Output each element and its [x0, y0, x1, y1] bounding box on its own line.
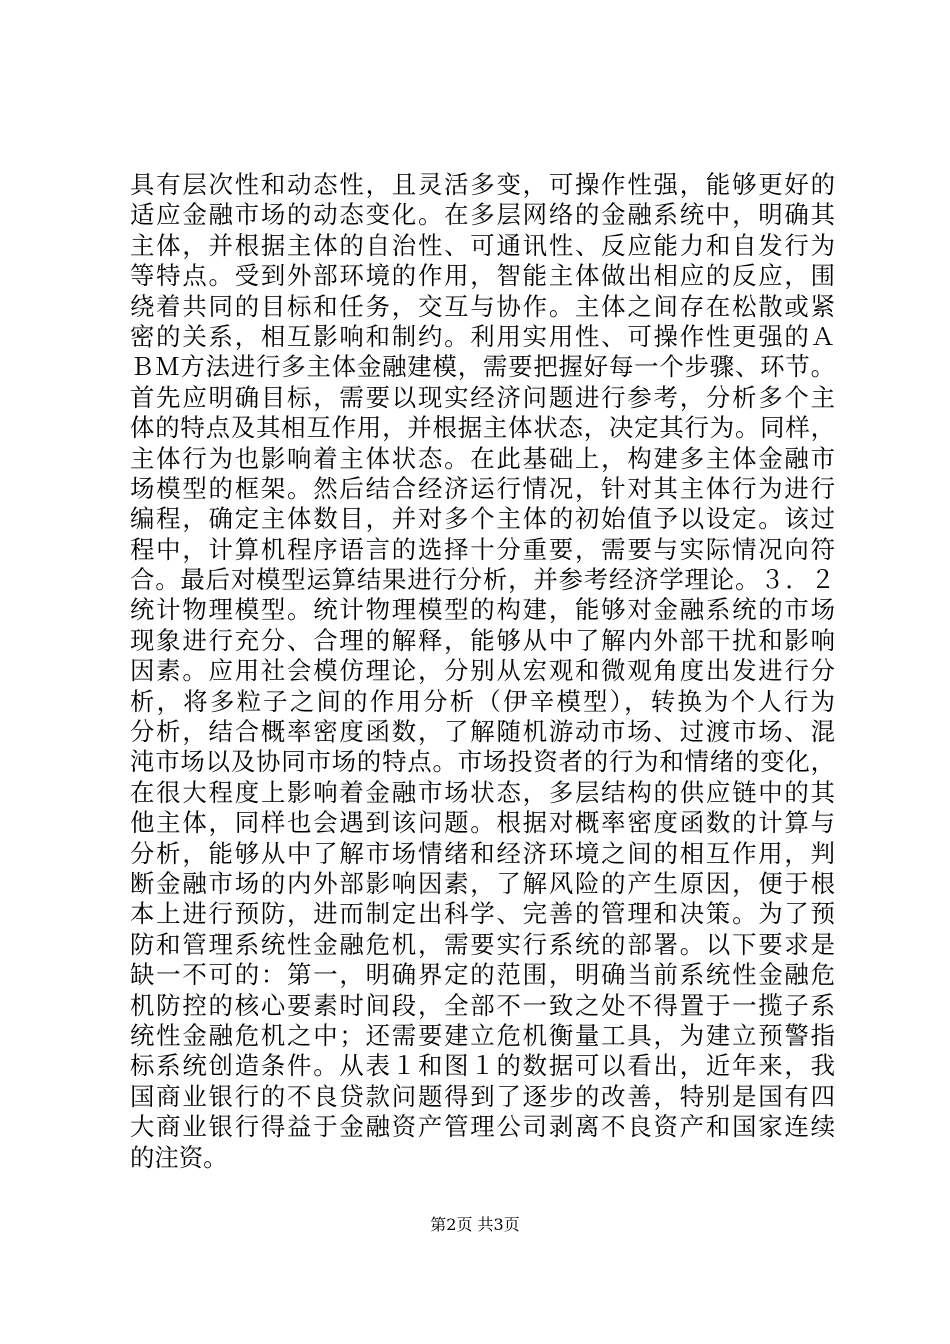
text-line: 分析，能够从中了解市场情绪和经济环境之间的相互作用，判 [130, 838, 835, 868]
text-line: 防和管理系统性金融危机，需要实行系统的部署。以下要求是 [130, 929, 835, 959]
text-line: 机防控的核心要素时间段，全部不一致之处不得置于一揽子系 [130, 990, 835, 1020]
text-line: 分析，结合概率密度函数，了解随机游动市场、过渡市场、混 [130, 717, 835, 747]
text-line: 体的特点及其相互作用，并根据主体状态，决定其行为。同样， [130, 413, 835, 443]
text-line: 析，将多粒子之间的作用分析（伊辛模型），转换为个人行为 [130, 686, 835, 716]
text-line: 在很大程度上影响着金融市场状态，多层结构的供应链中的其 [130, 777, 835, 807]
text-line: 具有层次性和动态性，且灵活多变，可操作性强，能够更好的 [130, 170, 835, 199]
text-line: 等特点。受到外部环境的作用，智能主体做出相应的反应，围 [130, 261, 835, 291]
text-line: 适应金融市场的动态变化。在多层网络的金融系统中，明确其 [130, 200, 835, 230]
text-line: 标系统创造条件。从表１和图１的数据可以看出，近年来，我 [130, 1051, 835, 1081]
text-line: 断金融市场的内外部影响因素，了解风险的产生原因，便于根 [130, 868, 835, 898]
text-line: 密的关系，相互影响和制约。利用实用性、可操作性更强的Ａ [130, 321, 835, 351]
text-line: 他主体，同样也会遇到该问题。根据对概率密度函数的计算与 [130, 808, 835, 838]
text-line: 统计物理模型。统计物理模型的构建，能够对金融系统的市场 [130, 595, 835, 625]
body-paragraph [130, 170, 835, 1173]
text-line: 场模型的框架。然后结合经济运行情况，针对其主体行为进行 [130, 473, 835, 503]
page-number-footer: 第2页 共3页 [430, 1215, 520, 1234]
text-line: 主体行为也影响着主体状态。在此基础上，构建多主体金融市 [130, 443, 835, 473]
text-line: 主体，并根据主体的自治性、可通讯性、反应能力和自发行为 [130, 230, 835, 260]
text-line: 合。最后对模型运算结果进行分析，并参考经济学理论。３．２ [130, 565, 835, 595]
text-line: 首先应明确目标，需要以现实经济问题进行参考，分析多个主 [130, 382, 835, 412]
text-line: 程中，计算机程序语言的选择十分重要，需要与实际情况向符 [130, 534, 835, 564]
text-line: 编程，确定主体数目，并对多个主体的初始值予以设定。该过 [130, 504, 835, 534]
text-line: 本上进行预防，进而制定出科学、完善的管理和决策。为了预 [130, 899, 835, 929]
text-line: 的注资。 [130, 1142, 228, 1172]
text-line: 沌市场以及协同市场的特点。市场投资者的行为和情绪的变化， [130, 747, 835, 777]
text-line: 大商业银行得益于金融资产管理公司剥离不良资产和国家连续 [130, 1112, 835, 1142]
text-line: 统性金融危机之中；还需要建立危机衡量工具，为建立预警指 [130, 1020, 835, 1050]
text-line: ＢＭ方法进行多主体金融建模，需要把握好每一个步骤、环节。 [130, 352, 835, 382]
text-line: 国商业银行的不良贷款问题得到了逐步的改善，特别是国有四 [130, 1081, 835, 1111]
text-line: 缺一不可的：第一，明确界定的范围，明确当前系统性金融危 [130, 960, 835, 990]
text-line: 绕着共同的目标和任务，交互与协作。主体之间存在松散或紧 [130, 291, 835, 321]
text-line: 因素。应用社会模仿理论，分别从宏观和微观角度出发进行分 [130, 656, 835, 686]
text-line: 现象进行充分、合理的解释，能够从中了解内外部干扰和影响 [130, 625, 835, 655]
